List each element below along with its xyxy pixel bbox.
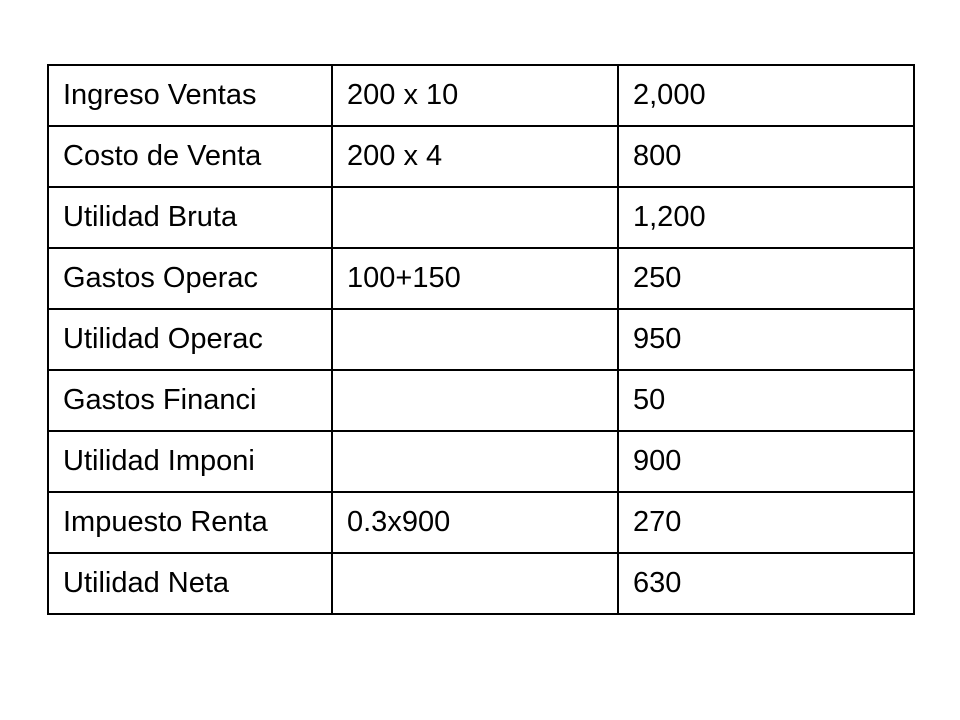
concept-cell: Utilidad Imponi (48, 431, 332, 492)
amount-cell: 900 (618, 431, 914, 492)
amount-cell: 630 (618, 553, 914, 614)
table-row (48, 187, 914, 248)
calculation-cell: 100+150 (332, 248, 618, 309)
amount-cell: 270 (618, 492, 914, 553)
amount-cell: 250 (618, 248, 914, 309)
table-row (48, 126, 914, 187)
amount-cell: 950 (618, 309, 914, 370)
concept-cell: Utilidad Operac (48, 309, 332, 370)
table-row (48, 492, 914, 553)
amount-cell: 800 (618, 126, 914, 187)
amount-cell: 1,200 (618, 187, 914, 248)
concept-cell: Gastos Financi (48, 370, 332, 431)
table-row (48, 553, 914, 614)
concept-cell: Impuesto Renta (48, 492, 332, 553)
concept-cell: Utilidad Neta (48, 553, 332, 614)
concept-cell: Ingreso Ventas (48, 65, 332, 126)
table-row (48, 431, 914, 492)
calculation-cell (332, 553, 618, 614)
calculation-cell (332, 309, 618, 370)
calculation-cell: 0.3x900 (332, 492, 618, 553)
concept-cell: Costo de Venta (48, 126, 332, 187)
concept-cell: Utilidad Bruta (48, 187, 332, 248)
concept-cell: Gastos Operac (48, 248, 332, 309)
calculation-cell: 200 x 4 (332, 126, 618, 187)
amount-cell: 50 (618, 370, 914, 431)
amount-cell: 2,000 (618, 65, 914, 126)
table-row (48, 309, 914, 370)
table-row (48, 248, 914, 309)
income-statement-body (48, 65, 914, 614)
income-statement-table (47, 64, 915, 615)
calculation-cell (332, 370, 618, 431)
calculation-cell: 200 x 10 (332, 65, 618, 126)
calculation-cell (332, 187, 618, 248)
table-row (48, 65, 914, 126)
table-row (48, 370, 914, 431)
calculation-cell (332, 431, 618, 492)
